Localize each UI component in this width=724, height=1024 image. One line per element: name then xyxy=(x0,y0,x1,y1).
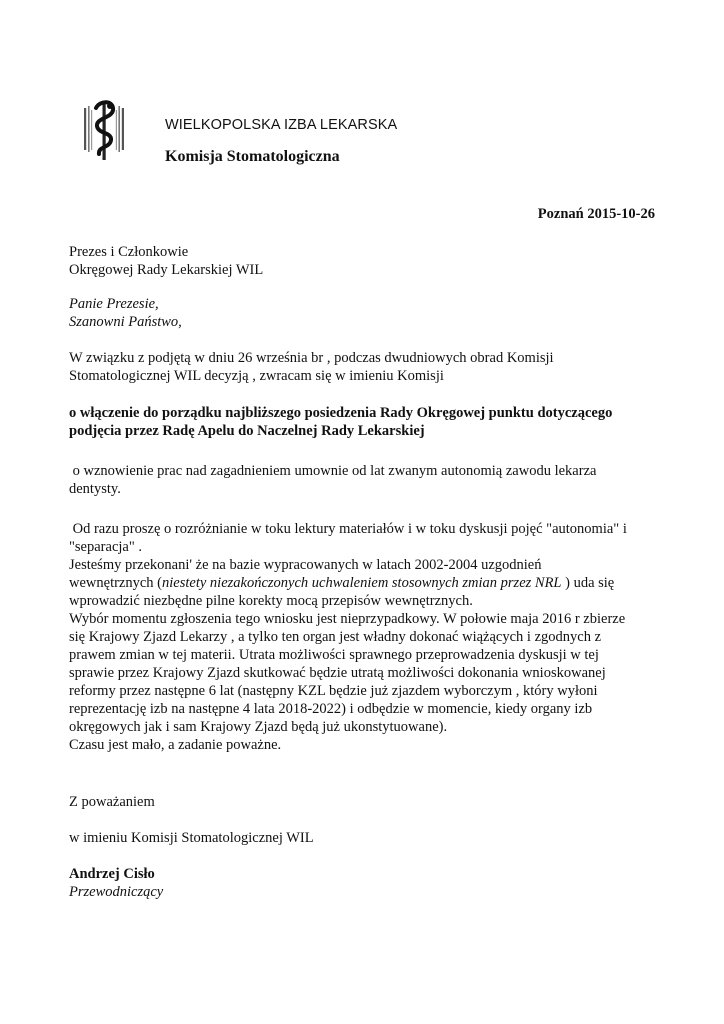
paragraph-line: W związku z podjętą w dniu 26 września br , podczas dwudniowych obrad Komisji xyxy=(69,350,554,366)
request-paragraph xyxy=(69,404,665,440)
addressee-line: Prezes i Członkowie xyxy=(69,244,189,260)
committee-name: Komisja Stomatologiczna xyxy=(165,148,340,165)
text-span: ) uda się xyxy=(561,575,615,591)
on-behalf: w imieniu Komisji Stomatologicznej WIL xyxy=(69,830,314,846)
paragraph-line: reprezentację izb na następne 4 lata 2018-2022) i odbędzie w momencie, kiedy organy izb xyxy=(69,701,593,717)
paragraph-line: reformy przez następne 6 lat (następny KZL będzie już zjazdem wyborczym , który wyłoni xyxy=(69,683,598,699)
paragraph-line: okręgowych jak i sam Krajowy Zjazd będą już ukonstytuowane). xyxy=(69,719,448,735)
paragraph-line: się Krajowy Zjazd Lekarzy , a tylko ten organ jest władny dokonać wiążących i zgodnych z xyxy=(69,629,602,645)
paragraph-line: Wybór momentu zgłoszenia tego wniosku jest nieprzypadkowy. W połowie maja 2016 r zbierze xyxy=(69,611,626,627)
paragraph-line: Jesteśmy przekonani' że na bazie wypracowanych w latach 2002-2004 uzgodnień xyxy=(69,557,542,573)
salutation-line: Szanowni Państwo, xyxy=(69,314,182,330)
intro-paragraph xyxy=(69,349,665,385)
addressee-line: Okręgowej Rady Lekarskiej WIL xyxy=(69,262,264,278)
paragraph-line: prawem zmian w tej materii. Utrata możliwości sprawnego przeprowadzenia dyskusji w tej xyxy=(69,647,599,663)
caduceus-logo-icon xyxy=(82,98,126,162)
resume-paragraph xyxy=(69,462,665,498)
paragraph-line: Stomatologicznej WIL decyzją , zwracam się w imieniu Komisji xyxy=(69,368,444,384)
body-paragraph xyxy=(69,520,665,754)
salutation xyxy=(69,295,665,331)
salutation-line: Panie Prezesie, xyxy=(69,296,159,312)
paragraph-line: "separacja" . xyxy=(69,539,143,555)
paragraph-line: podjęcia przez Radę Apelu do Naczelnej Rady Lekarskiej xyxy=(69,423,425,439)
paragraph-line xyxy=(69,574,665,592)
signature-block xyxy=(69,865,665,901)
text-span: wewnętrznych ( xyxy=(69,575,162,591)
addressee xyxy=(69,243,665,279)
paragraph-line: o wznowienie prac nad zagadnieniem umownie od lat zwanym autonomią zawodu lekarza xyxy=(69,463,597,479)
paragraph-line: dentysty. xyxy=(69,481,121,497)
paragraph-line: o włączenie do porządku najbliższego posiedzenia Rady Okręgowej punktu dotyczącego xyxy=(69,405,613,421)
signer-name: Andrzej Cisło xyxy=(69,866,155,882)
italic-note: niestety niezakończonych uchwaleniem stosownych zmian przez NRL xyxy=(162,575,562,591)
letter-date: Poznań 2015-10-26 xyxy=(537,206,655,222)
paragraph-line: Czasu jest mało, a zadanie poważne. xyxy=(69,737,282,753)
paragraph-line: Od razu proszę o rozróżnianie w toku lektury materiałów i w toku dyskusji pojęć "autonomia" i xyxy=(69,521,627,537)
paragraph-line: wprowadzić niezbędne pilne korekty mocą przepisów wewnętrznych. xyxy=(69,593,473,609)
closing: Z poważaniem xyxy=(69,794,155,810)
signer-role: Przewodniczący xyxy=(69,884,164,900)
paragraph-line: sprawie przez Krajowy Zjazd skutkować będzie utratą możliwości dokonania wnioskowanej xyxy=(69,665,606,681)
organization-name: WIELKOPOLSKA IZBA LEKARSKA xyxy=(165,117,398,133)
